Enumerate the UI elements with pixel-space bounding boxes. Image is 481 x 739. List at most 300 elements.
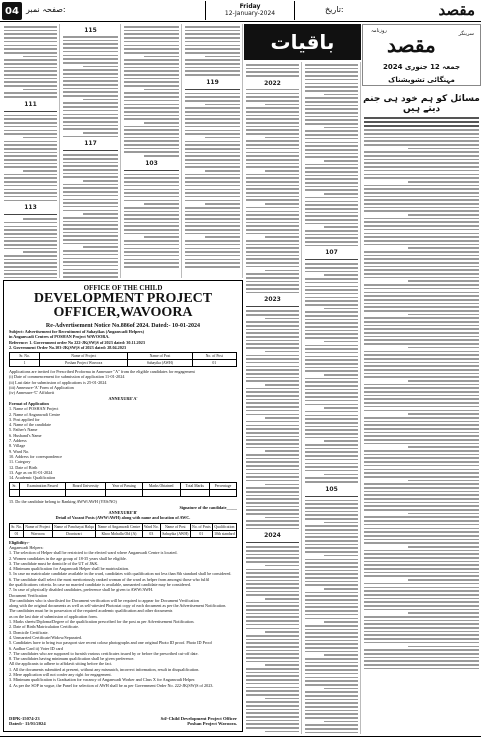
text-line (124, 104, 179, 106)
text-line (4, 159, 57, 161)
text-line (63, 73, 118, 75)
divider (246, 306, 299, 307)
text-line (124, 266, 179, 268)
text-line (364, 616, 479, 618)
text-line (364, 398, 479, 400)
text-line (246, 480, 299, 482)
text-line (364, 476, 479, 478)
annexure-a-heading: ANNEXURE'A' (108, 395, 138, 401)
text-line (246, 366, 299, 368)
text-line (265, 236, 299, 238)
text-line (305, 134, 358, 136)
text-line (364, 535, 479, 537)
text-line (4, 70, 57, 72)
text-line (63, 191, 118, 193)
text-line (4, 248, 57, 250)
text-line (4, 30, 57, 32)
ad-subject-2: in Anganwadi Centres of POSHAN Project WAVOORA. (9, 334, 110, 340)
text-line (246, 436, 299, 438)
application-field: 12. Date of Birth (9, 464, 38, 470)
text-line (185, 177, 240, 179)
text-line (305, 618, 358, 620)
text-line (364, 199, 479, 201)
text-line (63, 40, 118, 42)
text-line (364, 273, 479, 275)
text-line (305, 426, 358, 428)
text-line (246, 635, 299, 637)
text-line (246, 225, 299, 227)
text-line (305, 695, 358, 697)
text-line (305, 463, 358, 465)
table-cell: Sr. (10, 483, 20, 490)
text-line (63, 176, 118, 178)
text-line (246, 583, 299, 585)
text-line (63, 243, 118, 245)
ad-ref-2: 2. Government Order No.103-JK(SW)S of 2023 dated: 28.04.2023 (9, 344, 127, 350)
text-line (246, 683, 299, 685)
text-line (364, 668, 479, 670)
text-line (63, 250, 118, 252)
text-line (246, 68, 299, 70)
text-line (4, 226, 57, 228)
text-line (205, 104, 240, 106)
text-line (124, 144, 179, 146)
text-line (364, 601, 479, 603)
text-line (305, 533, 358, 535)
text-line (364, 317, 479, 319)
text-line (246, 705, 299, 707)
text-line (185, 240, 240, 242)
text-line (364, 387, 479, 389)
text-line (63, 202, 118, 204)
text-line (324, 440, 358, 442)
text-line (364, 151, 479, 153)
text-line (4, 133, 57, 135)
text-line (83, 66, 118, 68)
text-line (185, 115, 240, 117)
text-line (408, 480, 479, 482)
text-line (305, 713, 358, 715)
text-line (305, 411, 358, 413)
text-line (185, 48, 240, 50)
text-line (124, 225, 179, 227)
text-line (246, 613, 299, 615)
vacancy-table (9, 523, 237, 538)
text-line (63, 265, 118, 267)
text-line (305, 319, 358, 321)
divider (305, 496, 358, 497)
text-line (124, 111, 179, 113)
text-line (305, 418, 358, 420)
text-line (246, 292, 299, 294)
text-line (364, 210, 479, 212)
text-line (305, 389, 358, 391)
text-line (63, 58, 118, 60)
text-line (265, 598, 299, 600)
text-line (246, 473, 299, 475)
table-cell: Poshan Project Wavoora (40, 360, 128, 367)
text-line (63, 276, 118, 278)
text-line (185, 266, 240, 268)
text-line (4, 78, 57, 80)
text-line (305, 400, 358, 402)
text-line (246, 321, 299, 323)
text-line (246, 432, 299, 434)
eligibility-rule: 1. The selection of Helper shall be restricted to the elected ward where Anganwadi Centre is located. (9, 550, 178, 556)
text-line (305, 451, 358, 453)
text-line (305, 71, 358, 73)
text-line (364, 572, 479, 574)
text-line (364, 343, 479, 345)
text-line (305, 90, 358, 92)
text-line (4, 185, 57, 187)
table-cell: Name of Anganwadi Centre (96, 523, 143, 530)
text-line (305, 381, 358, 383)
text-line (364, 218, 479, 220)
text-line (364, 450, 479, 452)
text-line (185, 255, 240, 257)
text-line (305, 138, 358, 140)
text-line (246, 428, 299, 430)
text-line (408, 314, 479, 316)
eligibility-rule: 6. The candidate shall select the most meritoriously ranked woman of the ward as helper from amongst those who fulfil (9, 576, 210, 582)
text-line (185, 144, 240, 146)
text-line (4, 277, 57, 278)
ad-signature-block (9, 716, 237, 726)
text-line (305, 337, 358, 339)
text-line (124, 222, 179, 224)
text-line (324, 94, 358, 96)
text-line (246, 380, 299, 382)
text-line (305, 614, 358, 616)
text-line (185, 152, 240, 154)
text-line (185, 233, 240, 235)
text-line (246, 602, 299, 604)
text-line (4, 115, 57, 117)
text-line (124, 48, 179, 50)
text-line (124, 85, 179, 87)
text-line (124, 181, 179, 183)
table-cell: Name of Post (128, 353, 192, 360)
text-line (83, 99, 118, 101)
column-3 (122, 24, 182, 278)
text-line (185, 96, 240, 98)
text-line (305, 79, 358, 81)
text-line (246, 491, 299, 493)
post-table (9, 352, 237, 367)
text-line (305, 68, 358, 70)
text-line (246, 89, 299, 91)
ad-title-2: OFFICER,WAVOORA (53, 305, 193, 320)
text-line (63, 77, 118, 79)
text-line (305, 86, 358, 88)
text-line (324, 721, 358, 723)
text-line (246, 594, 299, 596)
text-line (63, 239, 118, 241)
text-line (4, 144, 57, 146)
text-line (305, 396, 358, 398)
text-line (364, 443, 479, 445)
text-line (124, 207, 179, 209)
text-line (305, 164, 358, 166)
text-line (305, 156, 358, 158)
text-line (364, 598, 479, 600)
text-line (305, 658, 358, 660)
text-line (246, 653, 299, 655)
text-line (246, 192, 299, 194)
text-line (124, 248, 179, 250)
text-line (4, 237, 57, 239)
text-line (4, 45, 57, 47)
table-cell: Examination Passed (19, 483, 65, 490)
text-line (305, 304, 358, 306)
text-line (364, 384, 479, 386)
text-line (364, 649, 479, 651)
text-line (246, 122, 299, 124)
text-line (305, 300, 358, 302)
text-line (185, 74, 240, 76)
text-line (124, 63, 179, 65)
text-line (324, 160, 358, 162)
text-line (124, 118, 179, 120)
text-line (305, 208, 358, 210)
text-line (265, 484, 299, 486)
text-line (305, 470, 358, 472)
text-line (305, 130, 358, 132)
text-line (364, 483, 479, 485)
text-line (4, 229, 57, 231)
text-line (364, 557, 479, 559)
text-line (185, 70, 240, 72)
text-line (305, 511, 358, 513)
text-line (185, 52, 240, 54)
text-line (246, 425, 299, 427)
text-line (246, 247, 299, 249)
text-line (305, 112, 358, 114)
text-line (305, 625, 358, 627)
eligibility-rule: 5. In case no matriculate candidate available in the ward, candidates with qualification not less than 8th standard shall be considered. (9, 571, 232, 577)
text-line (364, 185, 479, 187)
text-line (124, 33, 179, 35)
text-line (124, 151, 179, 153)
text-line (364, 288, 479, 290)
text-line (305, 433, 358, 435)
text-line (265, 104, 299, 106)
recruitment-advertisement (3, 280, 243, 732)
text-line (124, 200, 179, 202)
text-line (324, 688, 358, 690)
text-line (246, 616, 299, 618)
text-line (408, 247, 479, 249)
text-line (305, 289, 358, 291)
text-line (305, 215, 358, 217)
text-line (364, 531, 479, 533)
text-line (305, 83, 358, 85)
text-line (144, 89, 179, 91)
text-line (305, 186, 358, 188)
text-line (265, 417, 299, 419)
day-text: Friday (239, 3, 261, 10)
text-line (305, 149, 358, 151)
text-line (364, 166, 479, 168)
text-line (305, 547, 358, 549)
text-line (305, 119, 358, 121)
text-line (246, 199, 299, 201)
table-cell: No. of Post (192, 353, 236, 360)
text-line (246, 144, 299, 146)
text-line (124, 70, 179, 72)
text-line (364, 498, 479, 500)
text-line (246, 620, 299, 622)
text-line (185, 181, 240, 183)
text-line (124, 177, 179, 179)
text-line (364, 609, 479, 611)
text-line (63, 221, 118, 223)
text-line (63, 91, 118, 93)
text-line (324, 193, 358, 195)
text-line (63, 184, 118, 186)
table-cell: Name of Panchayat Halqa (53, 524, 94, 529)
text-line (305, 566, 358, 568)
text-line (124, 59, 179, 61)
text-line (265, 565, 299, 567)
text-line (4, 126, 57, 128)
text-line (305, 352, 358, 354)
text-line (124, 45, 179, 47)
text-line (185, 126, 240, 128)
text-line (63, 272, 118, 274)
text-line (305, 322, 358, 324)
text-line (305, 326, 358, 328)
text-line (63, 117, 118, 119)
text-line (124, 255, 179, 257)
text-line (364, 653, 479, 655)
text-line (364, 487, 479, 489)
application-field: 9. Ward No. (9, 448, 30, 454)
application-field: 4. Name of the candidate (9, 422, 51, 428)
text-line (364, 155, 479, 157)
text-line (185, 196, 240, 198)
text-line (305, 481, 358, 483)
text-line (246, 96, 299, 98)
text-line (364, 170, 479, 172)
text-line (124, 37, 179, 39)
text-line (305, 189, 358, 191)
text-line (324, 555, 358, 557)
eligibility-rule: Anganwadi Helpers: (9, 544, 44, 550)
text-line (305, 392, 358, 394)
text-line (124, 74, 179, 76)
text-line (246, 661, 299, 663)
text-line (305, 507, 358, 509)
text-line (364, 140, 479, 142)
text-line (124, 126, 179, 128)
text-line (364, 328, 479, 330)
text-line (246, 93, 299, 95)
text-line (4, 85, 57, 87)
text-line (124, 244, 179, 246)
text-line (4, 74, 57, 76)
text-line (185, 33, 240, 35)
text-line (246, 207, 299, 209)
text-line (246, 458, 299, 460)
text-line (4, 240, 57, 242)
text-line (305, 404, 358, 406)
text-line (305, 562, 358, 564)
text-line (246, 362, 299, 364)
text-line (364, 587, 479, 589)
text-line (185, 45, 240, 47)
text-line (246, 244, 299, 246)
text-line (364, 502, 479, 504)
text-line (23, 251, 57, 253)
application-date-line: (ii) Last date for submission of applications is 25-01-2024 (9, 379, 107, 385)
masthead (0, 0, 481, 22)
text-line (185, 262, 240, 264)
eligibility-rule: 3. Domicile Certificate. (9, 629, 49, 635)
text-line (305, 359, 358, 361)
text-line (305, 643, 358, 645)
text-line (305, 584, 358, 586)
divider (305, 259, 358, 260)
text-line (305, 573, 358, 575)
text-line (63, 210, 118, 212)
editorial-brand: مقصد (387, 33, 436, 57)
ad-undertaking: 15. Do the candidate belong to Ranking AWW/AWH (YES/NO) (9, 499, 117, 505)
eligibility-rule: 2. Date of Birth/Matriculation Certificate. (9, 624, 80, 630)
text-line (408, 413, 479, 415)
text-line (364, 623, 479, 625)
text-line (305, 101, 358, 103)
column-number: 119 (206, 78, 219, 86)
text-line (246, 712, 299, 714)
table-cell: 01 (192, 360, 236, 367)
text-line (144, 236, 179, 238)
text-line (185, 30, 240, 32)
text-line (4, 177, 57, 179)
text-line (185, 251, 240, 253)
text-line (4, 92, 57, 94)
column-number: 2023 (264, 296, 281, 304)
text-line (185, 118, 240, 120)
text-line (124, 26, 179, 28)
text-line (4, 59, 57, 61)
text-line (265, 137, 299, 139)
text-line (305, 691, 358, 693)
text-line (364, 439, 479, 441)
application-field: 3. Post applied for (9, 416, 40, 422)
column-number: 103 (145, 159, 158, 167)
text-line (305, 640, 358, 642)
text-line (63, 121, 118, 123)
column-number: 111 (24, 100, 37, 108)
text-line (246, 469, 299, 471)
text-line (246, 281, 299, 283)
text-line (305, 282, 358, 284)
text-line (185, 225, 240, 227)
text-line (246, 214, 299, 216)
column-number: 2024 (264, 532, 281, 540)
text-line (364, 472, 479, 474)
column-1 (2, 24, 60, 278)
text-line (246, 646, 299, 648)
text-line (185, 192, 240, 194)
text-line (364, 435, 479, 437)
column-6 (303, 62, 361, 734)
text-line (124, 52, 179, 54)
text-line (364, 638, 479, 640)
table-cell: Marks Obtained (142, 483, 180, 490)
